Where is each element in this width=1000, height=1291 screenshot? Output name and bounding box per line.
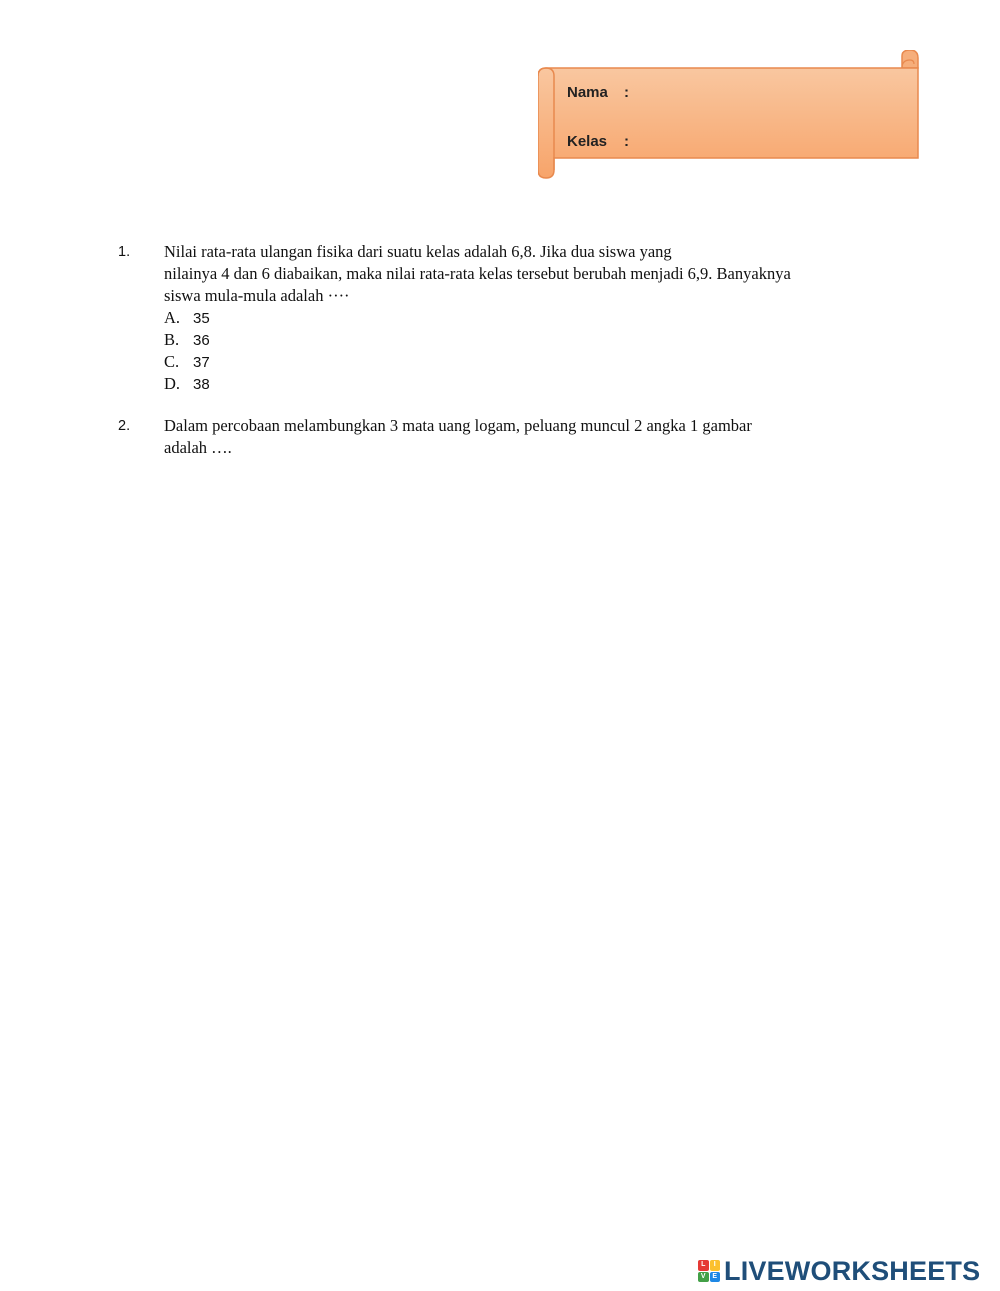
question-number: 1. [118,244,131,260]
class-field[interactable] [567,133,629,150]
option-value: 36 [193,332,210,349]
option-letter: C. [164,352,180,371]
question-2 [118,415,858,459]
logo-letter: E [710,1272,721,1283]
question-text-line: Dalam percobaan melambungkan 3 mata uang logam, peluang muncul 2 angka 1 gambar [164,416,752,435]
question-text-line: siswa mula-mula adalah ···· [164,286,350,305]
brand-name: LIVEWORKSHEETS [724,1255,981,1286]
question-text-line: nilainya 4 dan 6 diabaikan, maka nilai rata-rata kelas tersebut berubah menjadi 6,9. Banyaknya [164,264,791,283]
question-number: 2. [118,418,131,434]
class-colon: : [624,133,629,150]
option-letter: D. [164,374,181,393]
option-c[interactable] [164,351,858,373]
option-b[interactable] [164,329,858,351]
logo-letter: L [698,1260,709,1271]
question-text-line: Nilai rata-rata ulangan fisika dari suatu kelas adalah 6,8. Jika dua siswa yang [164,242,672,261]
question-text-line: adalah …. [164,438,232,457]
answer-options [164,307,858,395]
option-value: 37 [193,354,210,371]
option-letter: A. [164,308,181,327]
name-class-banner [538,50,922,180]
name-colon: : [624,84,629,101]
logo-letter: I [710,1260,721,1271]
option-letter: B. [164,330,180,349]
liveworksheets-logo-icon [698,1260,720,1282]
name-field[interactable] [567,84,629,101]
option-value: 35 [193,310,210,327]
liveworksheets-brand [698,1256,980,1286]
question-1 [118,241,858,395]
option-value: 38 [193,376,210,393]
class-label: Kelas [567,133,608,150]
scroll-banner-shape [538,50,922,180]
logo-letter: V [698,1272,709,1283]
name-label: Nama [567,84,608,101]
option-a[interactable] [164,307,858,329]
option-d[interactable] [164,373,858,395]
